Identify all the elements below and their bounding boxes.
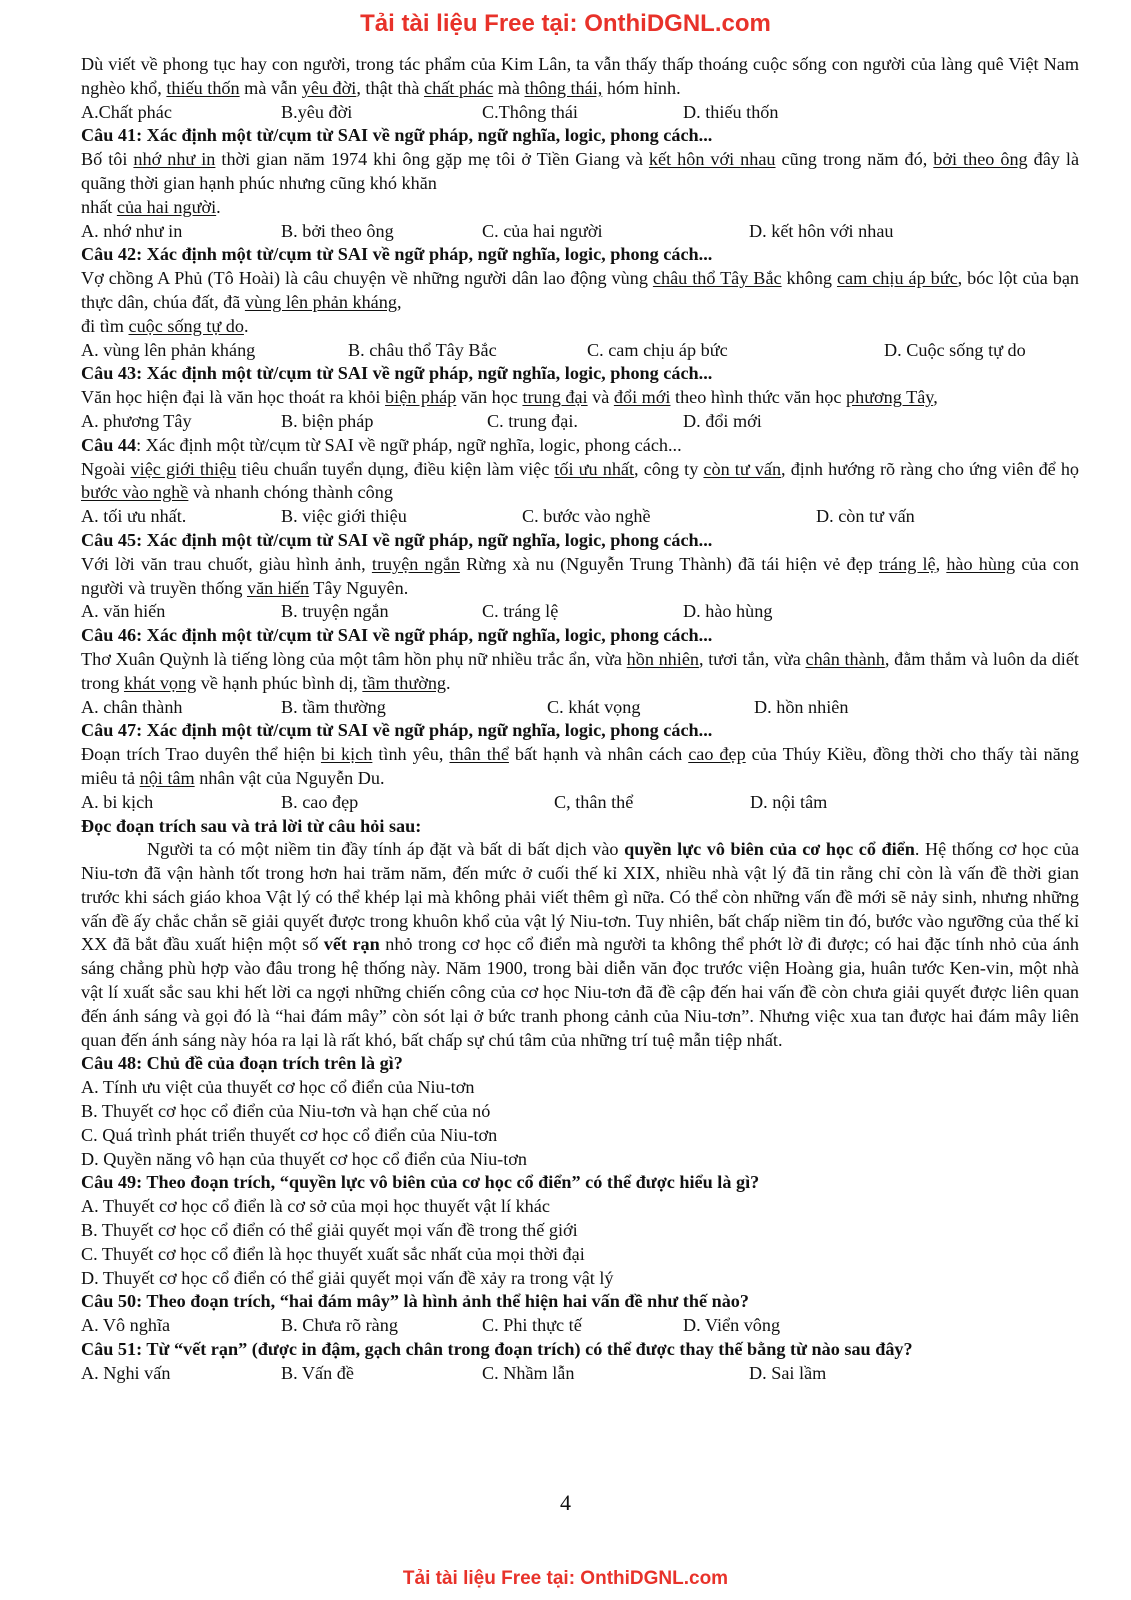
question-43-title: Câu 43: Xác định một từ/cụm từ SAI về ngữ pháp, ngữ nghĩa, logic, phong cách...: [81, 363, 713, 384]
footer-banner[interactable]: Tải tài liệu Free tại: OnthiDGNL.com: [402, 1568, 729, 1589]
option-b: B.yêu đời: [281, 101, 353, 122]
option-a: A. tối ưu nhất.: [81, 506, 187, 527]
option-d: D. hào hùng: [683, 601, 773, 622]
question-45-options: [81, 600, 1079, 624]
question-51-options: [81, 1362, 1079, 1386]
question-41-title: Câu 41: Xác định một từ/cụm từ SAI về ngữ pháp, ngữ nghĩa, logic, phong cách...: [81, 125, 713, 146]
question-42-text-cont: đi tìm cuộc sống tự do.: [81, 315, 249, 336]
question-42-options: [81, 339, 1079, 363]
question-45-text: Với lời văn trau chuốt, giàu hình ảnh, truyện ngắn Rừng xà nu (Nguyễn Trung Thành) đã tái hiện vẻ đẹp tráng lệ, hào hùng của con người và truyền thống văn hiến Tây Nguyên.: [81, 553, 1079, 598]
passage-text: Người ta có một niềm tin đầy tính áp đặt và bất di bất dịch vào quyền lực vô biên của cơ học cổ điển. Hệ thống cơ học của Niu-tơn đã vận hành tốt trong hơn hai trăm năm, đến mức ở cuối thế kỉ XIX, nhiều nhà vật lý đã tin rằng chỉ còn là vấn đề thời gian trước khi sách giáo khoa Vật lý có thể khép lại mà không phải viết thêm gì nữa. Có thể còn những vấn đề mới sẽ nảy sinh, nhưng những vấn đề ấy chắc chắn sẽ giải quyết được trong khuôn khổ của vật lý Niu-tơn. Tuy nhiên, bất chấp niềm tin đó, bước vào ngưỡng của thế kỉ XX đã bắt đầu xuất hiện một số vết rạn nhỏ trong cơ học cổ điển mà người ta không thể phớt lờ đi được; có hai đặc tính nhỏ của ánh sáng chẳng phù hợp vào đâu trong hệ thống này. Năm 1900, trong bài diễn văn đọc trước viện Hoàng gia, huân tước Ken-vin, một nhà vật lí xuất sắc sau khi hết lời ca ngợi những chiến công của cơ học Niu-tơn đã đề cập đến hai vấn đề còn chưa giải quyết được liên quan đến ánh sáng và gọi đó là “hai đám mây” còn sót lại ở bức tranh phong cảnh của Niu-tơn”. Nhưng việc xua tan được hai đám mây liên quan đến ánh sáng này hóa ra lại là rất khó, bất chấp sự chú tâm của những trí tuệ mẫn tiệp nhất.: [81, 839, 1080, 1050]
option-b: B. cao đẹp: [281, 791, 359, 812]
intro-paragraph: Dù viết về phong tục hay con người, trong tác phẩm của Kim Lân, ta vẫn thấy thấp thoáng cuộc sống con người của làng quê Việt Nam nghèo khổ, thiếu thốn mà vẫn yêu đời, thật thà chất phác mà thông thái, hóm hỉnh.: [81, 54, 1079, 98]
option-c: C. Phi thực tế: [482, 1315, 582, 1336]
option-c: C. Thuyết cơ học cổ điển là học thuyết xuất sắc nhất của mọi thời đại: [81, 1243, 585, 1264]
question-42-title: Câu 42: Xác định một từ/cụm từ SAI về ngữ pháp, ngữ nghĩa, logic, phong cách...: [81, 244, 713, 265]
passage-heading: Đọc đoạn trích sau và trả lời từ câu hỏi sau:: [81, 815, 422, 836]
question-46-text: Thơ Xuân Quỳnh là tiếng lòng của một tâm hồn phụ nữ nhiều trắc ẩn, vừa hồn nhiên, tươi tắn, vừa chân thành, đằm thắm và luôn da diết trong khát vọng về hạnh phúc bình dị, tầm thường.: [81, 648, 1079, 693]
option-a: A. nhớ như in: [81, 220, 183, 241]
option-c: C. Nhầm lẫn: [482, 1362, 575, 1383]
option-d: D. hồn nhiên: [754, 696, 849, 717]
option-a: A. chân thành: [81, 696, 183, 717]
option-c: C. tráng lệ: [482, 601, 559, 622]
option-a: A. Nghi vấn: [81, 1362, 171, 1383]
option-d: D. thiếu thốn: [683, 101, 779, 122]
option-b: B. truyện ngắn: [281, 601, 389, 622]
question-45-title: Câu 45: Xác định một từ/cụm từ SAI về ngữ pháp, ngữ nghĩa, logic, phong cách...: [81, 529, 713, 550]
option-d: D. còn tư vấn: [816, 506, 915, 527]
question-51-title: Câu 51: Từ “vết rạn” (được in đậm, gạch chân trong đoạn trích) có thể được thay thế bằng từ nào sau đây?: [81, 1339, 913, 1360]
option-b: B. châu thổ Tây Bắc: [348, 339, 497, 360]
question-47-options: [81, 791, 1079, 815]
option-d: D. Sai lầm: [749, 1362, 827, 1383]
question-46-title: Câu 46: Xác định một từ/cụm từ SAI về ngữ pháp, ngữ nghĩa, logic, phong cách...: [81, 625, 713, 646]
header-banner[interactable]: Tải tài liệu Free tại: OnthiDGNL.com: [360, 10, 771, 37]
option-b: B. Thuyết cơ học cổ điển của Niu-tơn và hạn chế của nó: [81, 1101, 491, 1122]
option-b: B. Thuyết cơ học cổ điển có thể giải quyết mọi vấn đề trong thế giới: [81, 1220, 578, 1241]
option-c: C. trung đại.: [487, 410, 578, 431]
question-50-title: Câu 50: Theo đoạn trích, “hai đám mây” là hình ảnh thể hiện hai vấn đề như thế nào?: [81, 1291, 749, 1312]
option-c: C. bước vào nghề: [522, 506, 651, 527]
option-a: A. Tính ưu việt của thuyết cơ học cổ điển của Niu-tơn: [81, 1077, 475, 1098]
option-b: B. Vấn đề: [281, 1362, 354, 1383]
option-a: A. Vô nghĩa: [81, 1315, 171, 1336]
question-49-title: Câu 49: Theo đoạn trích, “quyền lực vô biên của cơ học cổ điển” có thể được hiểu là gì?: [81, 1172, 760, 1193]
question-44-options: [81, 505, 1079, 529]
question-41-text-cont: nhất của hai người.: [81, 196, 221, 217]
option-b: B. bởi theo ông: [281, 220, 394, 241]
question-43-options: [81, 410, 1079, 434]
option-c: C. khát vọng: [547, 696, 641, 717]
option-d: D. Quyền năng vô hạn của thuyết cơ học cổ điển của Niu-tơn: [81, 1148, 528, 1169]
question-48-title: Câu 48: Chủ đề của đoạn trích trên là gì?: [81, 1053, 403, 1074]
intro-options: [81, 101, 1079, 125]
option-a: A. vùng lên phản kháng: [81, 339, 256, 360]
option-d: D. Thuyết cơ học cổ điển có thể giải quyết mọi vấn đề xảy ra trong vật lý: [81, 1267, 614, 1288]
option-d: D. nội tâm: [750, 791, 828, 812]
option-c: C, thân thể: [554, 791, 634, 812]
option-a: A.Chất phác: [81, 101, 172, 122]
question-41-text: Bố tôi nhớ như in thời gian năm 1974 khi ông gặp mẹ tôi ở Tiền Giang và kết hôn với nhau cũng trong năm đó, bởi theo ông đây là quãng thời gian hạnh phúc nhưng cũng khó khăn: [81, 149, 1080, 193]
question-44-title: Câu 44: Xác định một từ/cụm từ SAI về ngữ pháp, ngữ nghĩa, logic, phong cách...: [81, 434, 682, 455]
option-b: B. biện pháp: [281, 410, 374, 431]
question-47-text: Đoạn trích Trao duyên thể hiện bi kịch tình yêu, thân thể bất hạnh và nhân cách cao đẹp của Thúy Kiều, đồng thời cho thấy tài năng miêu tả nội tâm nhân vật của Nguyễn Du.: [81, 744, 1079, 788]
option-a: A. Thuyết cơ học cổ điển là cơ sở của mọi học thuyết vật lí khác: [81, 1196, 550, 1217]
page-number: 4: [560, 1490, 571, 1515]
option-d: D. Cuộc sống tự do: [884, 339, 1026, 360]
option-b: B. tầm thường: [281, 696, 386, 717]
option-c: C. Quá trình phát triển thuyết cơ học cổ điển của Niu-tơn: [81, 1124, 498, 1145]
option-b: B. Chưa rõ ràng: [281, 1315, 398, 1336]
option-d: D. Viển vông: [683, 1315, 781, 1336]
option-b: B. việc giới thiệu: [281, 506, 407, 527]
option-a: A. bi kịch: [81, 791, 154, 812]
option-c: C. cam chịu áp bức: [587, 339, 728, 360]
option-d: D. đổi mới: [683, 410, 762, 431]
option-a: A. văn hiến: [81, 601, 166, 622]
question-43-text: Văn học hiện đại là văn học thoát ra khỏi biện pháp văn học trung đại và đổi mới theo hình thức văn học phương Tây,: [81, 387, 938, 408]
question-42-text: Vợ chồng A Phủ (Tô Hoài) là câu chuyện về những người dân lao động vùng châu thổ Tây Bắc không cam chịu áp bức, bóc lột của bạn thực dân, chúa đất, đã vùng lên phản kháng,: [81, 268, 1080, 312]
question-46-options: [81, 696, 1079, 720]
option-d: D. kết hôn với nhau: [749, 220, 894, 241]
option-c: C.Thông thái: [482, 101, 578, 122]
question-47-title: Câu 47: Xác định một từ/cụm từ SAI về ngữ pháp, ngữ nghĩa, logic, phong cách...: [81, 720, 713, 741]
option-a: A. phương Tây: [81, 410, 192, 431]
document-body: [81, 53, 1079, 1386]
question-44-text: Ngoài việc giới thiệu tiêu chuẩn tuyển dụng, điều kiện làm việc tối ưu nhất, công ty còn tư vấn, định hướng rõ ràng cho ứng viên để họ bước vào nghề và nhanh chóng thành công: [81, 458, 1080, 503]
question-41-options: [81, 220, 1079, 244]
option-c: C. của hai người: [482, 220, 603, 241]
question-50-options: [81, 1314, 1079, 1338]
